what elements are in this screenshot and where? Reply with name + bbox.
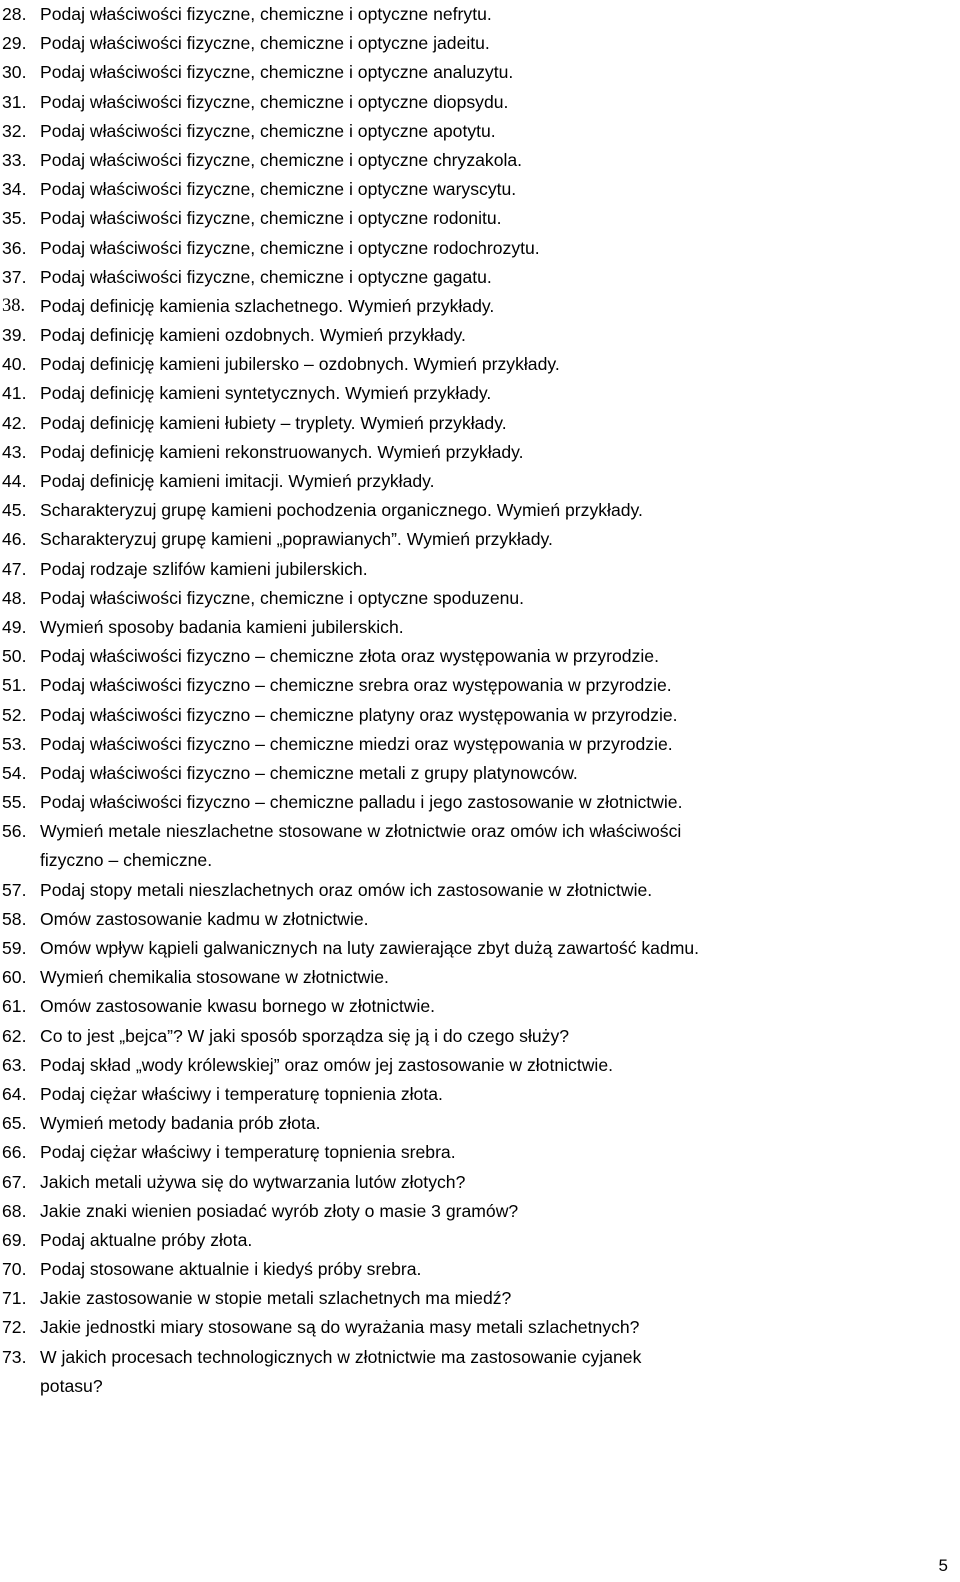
question-text-line: Co to jest „bejca”? W jaki sposób sporządza się ją i do czego służy? — [40, 1025, 570, 1046]
question-number: 44. — [2, 471, 27, 491]
question-item — [0, 671, 960, 700]
question-text — [40, 613, 404, 642]
question-number: 63. — [2, 1054, 27, 1075]
question-item — [0, 409, 960, 438]
question-number: 64. — [2, 1083, 27, 1104]
question-text-line: Podaj właściwości fizyczne, chemiczne i optyczne spoduzenu. — [40, 587, 525, 608]
question-text — [40, 496, 643, 525]
question-text-line: Podaj definicję kamieni łubiety – tryplety. Wymień przykłady. — [40, 412, 507, 433]
question-text — [40, 1080, 443, 1109]
question-item — [0, 555, 960, 584]
question-text-line: Podaj skład „wody królewskiej” oraz omów jej zastosowanie w złotnictwie. — [40, 1054, 613, 1075]
question-number: 60. — [2, 967, 27, 988]
question-number: 58. — [2, 908, 27, 929]
question-text — [40, 555, 368, 584]
question-item — [0, 1168, 960, 1197]
question-number: 34. — [2, 179, 27, 200]
question-text-line: Podaj definicję kamieni imitacji. Wymień przykłady. — [40, 471, 435, 491]
question-text — [40, 701, 678, 730]
question-number: 40. — [2, 354, 27, 375]
question-item — [0, 0, 960, 29]
question-text-line: Omów wpływ kąpieli galwanicznych na luty zawierające zbyt dużą zawartość kadmu. — [40, 938, 700, 959]
question-number: 50. — [2, 646, 27, 667]
question-item — [0, 730, 960, 759]
question-text — [40, 1313, 639, 1342]
question-text-line: Podaj właściwości fizyczne, chemiczne i optyczne nefrytu. — [40, 4, 492, 24]
question-item — [0, 992, 960, 1021]
question-text — [40, 58, 513, 87]
question-text-line: Podaj właściwości fizyczne, chemiczne i optyczne gagatu. — [40, 266, 492, 287]
question-item — [0, 934, 960, 963]
question-text — [40, 876, 652, 905]
question-text-line: Scharakteryzuj grupę kamieni „poprawianych”. Wymień przykłady. — [40, 529, 553, 550]
question-number: 38. — [2, 295, 26, 316]
question-text-line: Jakie znaki wienien posiadać wyrób złoty o masie 3 gramów? — [40, 1200, 519, 1221]
question-item — [0, 58, 960, 87]
question-text — [40, 321, 466, 350]
question-number: 57. — [2, 879, 27, 900]
question-text-line: Podaj właściwości fizyczne, chemiczne i optyczne waryscytu. — [40, 179, 517, 200]
question-text — [40, 175, 516, 204]
question-text-line: Podaj właściwości fizyczne, chemiczne i optyczne apotytu. — [40, 120, 496, 141]
question-item — [0, 817, 960, 875]
question-text-line: Podaj właściwości fizyczno – chemiczne metali z grupy platynowców. — [40, 762, 578, 783]
question-text — [40, 0, 492, 29]
question-number: 36. — [2, 237, 27, 258]
question-text-line: Podaj aktualne próby złota. — [40, 1229, 253, 1250]
question-text-line: Omów zastosowanie kadmu w złotnictwie. — [40, 908, 369, 929]
question-text-line: Jakie jednostki miary stosowane są do wyrażania masy metali szlachetnych? — [40, 1317, 640, 1338]
question-text-line: Podaj stosowane aktualnie i kiedyś próby srebra. — [40, 1259, 422, 1280]
question-number: 56. — [2, 821, 27, 842]
question-text — [40, 905, 369, 934]
question-item — [0, 963, 960, 992]
question-text — [40, 1051, 613, 1080]
question-number: 32. — [2, 120, 27, 141]
question-text-line: Podaj definicję kamieni syntetycznych. Wymień przykłady. — [40, 383, 492, 404]
question-item — [0, 117, 960, 146]
question-number: 61. — [2, 996, 27, 1017]
question-number: 70. — [2, 1259, 27, 1280]
question-text — [40, 204, 502, 233]
question-number: 67. — [2, 1171, 27, 1192]
question-number: 28. — [2, 4, 27, 24]
question-text-line: Scharakteryzuj grupę kamieni pochodzenia organicznego. Wymień przykłady. — [40, 500, 643, 521]
question-item — [0, 204, 960, 233]
question-text-line: potasu? — [40, 1375, 103, 1396]
question-text — [40, 788, 682, 817]
question-number: 41. — [2, 383, 27, 404]
question-item — [0, 1313, 960, 1342]
question-item — [0, 379, 960, 408]
question-item — [0, 1197, 960, 1226]
question-text-line: Podaj ciężar właściwy i temperaturę topnienia srebra. — [40, 1142, 456, 1163]
question-item — [0, 321, 960, 350]
question-text-line: fizyczno – chemiczne. — [40, 850, 213, 871]
question-text-line: Jakie zastosowanie w stopie metali szlachetnych ma miedź? — [40, 1288, 512, 1309]
question-number: 51. — [2, 675, 27, 696]
question-text — [40, 1226, 252, 1255]
question-text — [40, 117, 496, 146]
question-item — [0, 1343, 960, 1401]
question-number: 43. — [2, 441, 27, 462]
question-text — [40, 1284, 511, 1313]
question-text — [40, 146, 522, 175]
question-number: 53. — [2, 733, 27, 754]
question-text-line: Podaj właściwości fizyczne, chemiczne i optyczne rodochrozytu. — [40, 237, 540, 258]
question-number: 62. — [2, 1025, 27, 1046]
question-item — [0, 1080, 960, 1109]
question-text-line: Podaj właściwości fizyczne, chemiczne i optyczne rodonitu. — [40, 208, 502, 229]
question-text — [40, 934, 699, 963]
question-number: 48. — [2, 587, 27, 608]
question-text — [40, 29, 490, 58]
question-text-line: Podaj właściwości fizyczno – chemiczne miedzi oraz występowania w przyrodzie. — [40, 733, 673, 754]
question-text-line: Wymień metale nieszlachetne stosowane w złotnictwie oraz omów ich właściwości — [40, 821, 682, 842]
question-item — [0, 234, 960, 263]
question-item — [0, 467, 960, 496]
question-text — [40, 642, 659, 671]
question-text — [40, 292, 494, 321]
question-item — [0, 584, 960, 613]
question-text-line: Wymień sposoby badania kamieni jubilerskich. — [40, 616, 404, 637]
question-text-line: Podaj właściwości fizyczno – chemiczne złota oraz występowania w przyrodzie. — [40, 646, 659, 667]
question-number: 69. — [2, 1229, 27, 1250]
question-text — [40, 1168, 465, 1197]
question-text — [40, 730, 673, 759]
question-item — [0, 876, 960, 905]
question-text — [40, 1138, 456, 1167]
question-text — [40, 817, 681, 875]
question-text-line: Podaj ciężar właściwy i temperaturę topnienia złota. — [40, 1083, 443, 1104]
question-item — [0, 88, 960, 117]
question-item — [0, 496, 960, 525]
question-text-line: Wymień chemikalia stosowane w złotnictwie. — [40, 967, 389, 988]
question-text — [40, 1109, 321, 1138]
question-item — [0, 1051, 960, 1080]
question-text-line: Podaj definicję kamienia szlachetnego. Wymień przykłady. — [40, 295, 495, 316]
question-text-line: Podaj definicję kamieni ozdobnych. Wymień przykłady. — [40, 325, 466, 346]
question-text — [40, 263, 492, 292]
question-text — [40, 759, 578, 788]
question-number: 52. — [2, 704, 27, 725]
question-text — [40, 1255, 421, 1284]
page-number: 5 — [938, 1556, 948, 1575]
question-item — [0, 146, 960, 175]
question-text — [40, 350, 560, 379]
question-item — [0, 175, 960, 204]
question-text-line: Jakich metali używa się do wytwarzania lutów złotych? — [40, 1171, 466, 1192]
question-text-line: Podaj definicję kamieni rekonstruowanych. Wymień przykłady. — [40, 441, 524, 462]
question-text-line: Podaj właściwości fizyczne, chemiczne i optyczne diopsydu. — [40, 91, 509, 112]
question-item — [0, 1022, 960, 1051]
question-number: 30. — [2, 62, 27, 83]
question-item — [0, 642, 960, 671]
question-text — [40, 379, 491, 408]
question-number: 55. — [2, 792, 27, 813]
question-text — [40, 1197, 518, 1226]
question-text-line: Podaj rodzaje szlifów kamieni jubilerskich. — [40, 558, 368, 579]
question-text — [40, 467, 435, 496]
question-number: 49. — [2, 616, 27, 637]
question-number: 59. — [2, 938, 27, 959]
question-item — [0, 1138, 960, 1167]
question-item — [0, 29, 960, 58]
question-number: 54. — [2, 762, 27, 783]
question-number: 71. — [2, 1288, 27, 1309]
question-number: 47. — [2, 558, 27, 579]
question-number: 65. — [2, 1113, 27, 1134]
question-number: 66. — [2, 1142, 27, 1163]
question-number: 33. — [2, 149, 27, 170]
question-item — [0, 788, 960, 817]
question-item — [0, 1226, 960, 1255]
question-item — [0, 292, 960, 321]
question-item — [0, 263, 960, 292]
question-text-line: Podaj właściwości fizyczne, chemiczne i optyczne jadeitu. — [40, 33, 490, 54]
question-number: 42. — [2, 412, 27, 433]
question-item — [0, 905, 960, 934]
question-text-line: W jakich procesach technologicznych w złotnictwie ma zastosowanie cyjanek — [40, 1346, 642, 1367]
question-item — [0, 1255, 960, 1284]
question-text-line: Podaj właściwości fizyczno – chemiczne platyny oraz występowania w przyrodzie. — [40, 704, 678, 725]
question-text — [40, 525, 553, 554]
question-text-line: Podaj właściwości fizyczno – chemiczne palladu i jego zastosowanie w złotnictwie. — [40, 792, 683, 813]
question-text — [40, 438, 524, 467]
question-item — [0, 525, 960, 554]
question-item — [0, 701, 960, 730]
question-text-line: Wymień metody badania prób złota. — [40, 1113, 321, 1134]
question-text — [40, 671, 672, 700]
question-item — [0, 613, 960, 642]
question-text — [40, 409, 507, 438]
question-number: 72. — [2, 1317, 27, 1338]
question-text — [40, 992, 435, 1021]
question-text-line: Podaj właściwości fizyczno – chemiczne srebra oraz występowania w przyrodzie. — [40, 675, 672, 696]
question-text — [40, 234, 540, 263]
question-text — [40, 88, 508, 117]
question-text-line: Podaj właściwości fizyczne, chemiczne i optyczne analuzytu. — [40, 62, 514, 83]
question-number: 31. — [2, 91, 27, 112]
question-item — [0, 1109, 960, 1138]
question-number: 37. — [2, 266, 27, 287]
question-number: 29. — [2, 33, 27, 54]
question-item — [0, 350, 960, 379]
question-text-line: Podaj właściwości fizyczne, chemiczne i optyczne chryzakola. — [40, 149, 523, 170]
question-number: 68. — [2, 1200, 27, 1221]
question-number: 73. — [2, 1346, 27, 1367]
question-item — [0, 759, 960, 788]
question-number: 35. — [2, 208, 27, 229]
question-number: 46. — [2, 529, 27, 550]
question-text-line: Podaj definicję kamieni jubilersko – ozdobnych. Wymień przykłady. — [40, 354, 560, 375]
question-number: 45. — [2, 500, 27, 521]
question-item — [0, 1284, 960, 1313]
question-item — [0, 438, 960, 467]
question-text-line: Omów zastosowanie kwasu bornego w złotnictwie. — [40, 996, 436, 1017]
question-text — [40, 1343, 641, 1401]
question-text — [40, 1022, 569, 1051]
question-text — [40, 584, 524, 613]
question-number: 39. — [2, 325, 27, 346]
question-text — [40, 963, 389, 992]
question-text-line: Podaj stopy metali nieszlachetnych oraz omów ich zastosowanie w złotnictwie. — [40, 879, 653, 900]
